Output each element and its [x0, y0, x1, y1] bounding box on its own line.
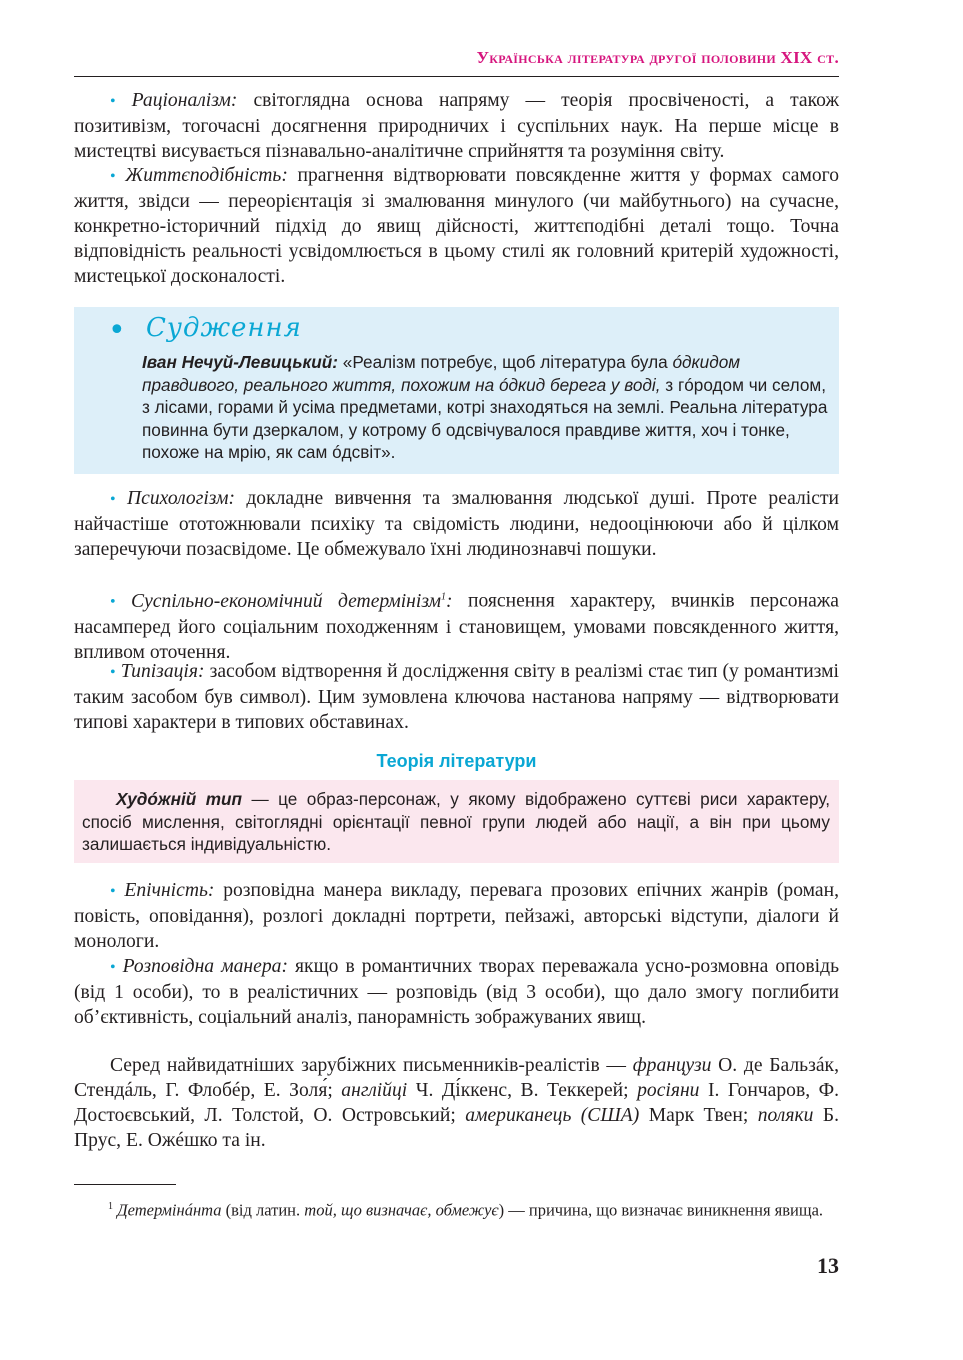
term-determinism: Суспільно-економічний детермінізм$^1$:: [131, 590, 453, 612]
paragraph-text: пояснення характеру, вчинків персонажа насамперед його соціальним походженням і становищем, умовами повсякденного життя, впливом оточення.: [74, 590, 839, 663]
theory-definition: [82, 788, 830, 856]
writers-intro: Серед найвидатніших зарубіжних письменників-реалістів —: [110, 1055, 633, 1076]
bullet-icon: •: [110, 959, 116, 976]
paragraph-psychologism: [74, 486, 839, 562]
group-american: американець (США): [465, 1105, 640, 1126]
paragraph-writers: [74, 1053, 839, 1153]
paragraph-typification: [74, 659, 839, 735]
quote-start: «Реалізм потребує, щоб література була: [337, 352, 673, 372]
paragraph-epicness: [74, 878, 839, 954]
bullet-icon: •: [110, 883, 116, 900]
term-narrative-manner: Розповідна манера:: [122, 956, 288, 977]
header-rule: [74, 76, 839, 77]
running-header: Українська література другої половини XIX ст.: [476, 48, 839, 67]
footnote: [74, 1195, 839, 1223]
bullet-icon: •: [110, 168, 116, 185]
paragraph-text: засобом відтворення й дослідження світу в реалізмі стає тип (у романтизмі таким засобом був символ). Цим зумовлена ключова настанова напряму — відтворювати типові характери в типових обставинах.: [74, 661, 839, 733]
quote-end: з гóродом чи селом, з лісами, горами й усіма предметами, котрі знаходяться на землі. Реальна література повинна бути дзеркалом, у котрому б одсвічувалося правдиве життя, хоч і тонке, похоже на мрію, як сам óдсвіт».: [142, 374, 828, 462]
group-english: англійці: [341, 1080, 408, 1101]
bullet-icon: •: [110, 491, 116, 508]
term-lifelikeness: Життєподібність:: [125, 165, 288, 186]
bullet-icon: •: [108, 313, 126, 348]
footnote-text: ) — причина, що визначає виникнення явища.: [498, 1200, 824, 1220]
term-rationalism: Раціоналізм:: [131, 90, 238, 111]
paragraph-narrative-manner: [74, 954, 839, 1030]
opinion-title: Судження: [146, 313, 302, 343]
group-russian: росіяни: [637, 1080, 700, 1101]
footnote-ref: 1: [441, 591, 447, 602]
group-french: французи: [632, 1055, 712, 1076]
opinion-quote: [142, 351, 830, 464]
term-epicness: Епічність:: [124, 880, 215, 901]
paragraph-text: прагнення відтворювати повсякденне життя у формах самого життя, звідси — переорієнтація зі змалювання минулого (чи майбутнього) на сучасне, конкретно-історичний підхід до явищ дійсності, життєподібні деталі тощо. Точна відповідність реальності усвідомлюється в цьому стилі як головний критерій художності, мистецької досконалості.: [74, 165, 839, 287]
bullet-icon: •: [110, 93, 116, 110]
paragraph-text: розповідна манера викладу, перевага прозових епічних жанрів (роман, повість, оповідання), розлогі докладні портрети, пейзажі, авторські відступи, діалоги й монологи.: [74, 880, 839, 952]
paragraph-text: якщо в романтичних творах переважала усно-розмовна оповідь (від 1 особи), то в реалістичних — розповідь (від 3 особи), що дало змогу поглибити об’єктивність, соціальний аналіз, панорамність зображуваних явищ.: [74, 956, 840, 1028]
bullet-icon: •: [110, 593, 116, 611]
names-russian: І. Гончаров, Ф. Достоєвський, Л. Толстой, О. Островський;: [74, 1080, 839, 1126]
theory-heading: Теорія літератури: [376, 751, 537, 771]
paragraph-text: докладне вивчення та змалювання людської душі. Проте реалісти найчастіше ототожнювали психіку та свідомість людини, недооцінюючи або й цілком заперечуючи позасвідоме. Це обмежувало їхні людинознавчі пошуки.: [74, 488, 839, 560]
paragraph-lifelikeness: [74, 163, 839, 289]
footnote-term: Детермінáнта: [117, 1200, 222, 1220]
footnote-mark: 1: [108, 1201, 113, 1212]
theory-text: — це образ-персонаж, у якому відображено суттєві риси характеру, спосіб мислення, світоглядні орієнтації певної групи людей або нації, а він при цьому залишається індивідуальністю.: [82, 789, 830, 854]
names-polish: Б. Прус, Е. Ожéшко та ін.: [74, 1105, 839, 1151]
opinion-author: Іван Нечуй-Левицький:: [142, 352, 338, 372]
names-english: Ч. Ді́ккенс, В. Теккерей;: [407, 1080, 638, 1101]
term-psychologism: Психологізм:: [126, 488, 235, 509]
theory-term: Худóжній тип: [116, 789, 242, 809]
page-number: 13: [817, 1253, 839, 1278]
footnote-rule: [74, 1184, 176, 1185]
paragraph-text: світоглядна основа напряму — теорія просвіченості, а також позитивізм, тогочасні досягнення природничих і суспільних наук. На перше місце в мистецтві висувається пізнавально-аналітичне сприйняття та розуміння світу.: [74, 90, 840, 162]
theory-box: [74, 780, 839, 863]
bullet-icon: •: [110, 664, 116, 681]
names-american: Марк Твен;: [639, 1105, 758, 1126]
paragraph-determinism: [74, 584, 839, 665]
names-french: О. де Бальзáк, Стендáль, Г. Флобéр, Е. Золя́;: [74, 1055, 839, 1101]
quote-italic: óдкидом правдивого, реального життя, похожим на óдкид берега у воді,: [142, 352, 741, 395]
paragraph-rationalism: [74, 88, 839, 164]
term-typification: Типізація:: [120, 661, 205, 682]
footnote-gloss: той, що визначає, обмежує: [304, 1200, 499, 1220]
group-polish: поляки: [757, 1105, 814, 1126]
opinion-box: [74, 307, 839, 474]
footnote-text: (від латин.: [221, 1200, 305, 1220]
